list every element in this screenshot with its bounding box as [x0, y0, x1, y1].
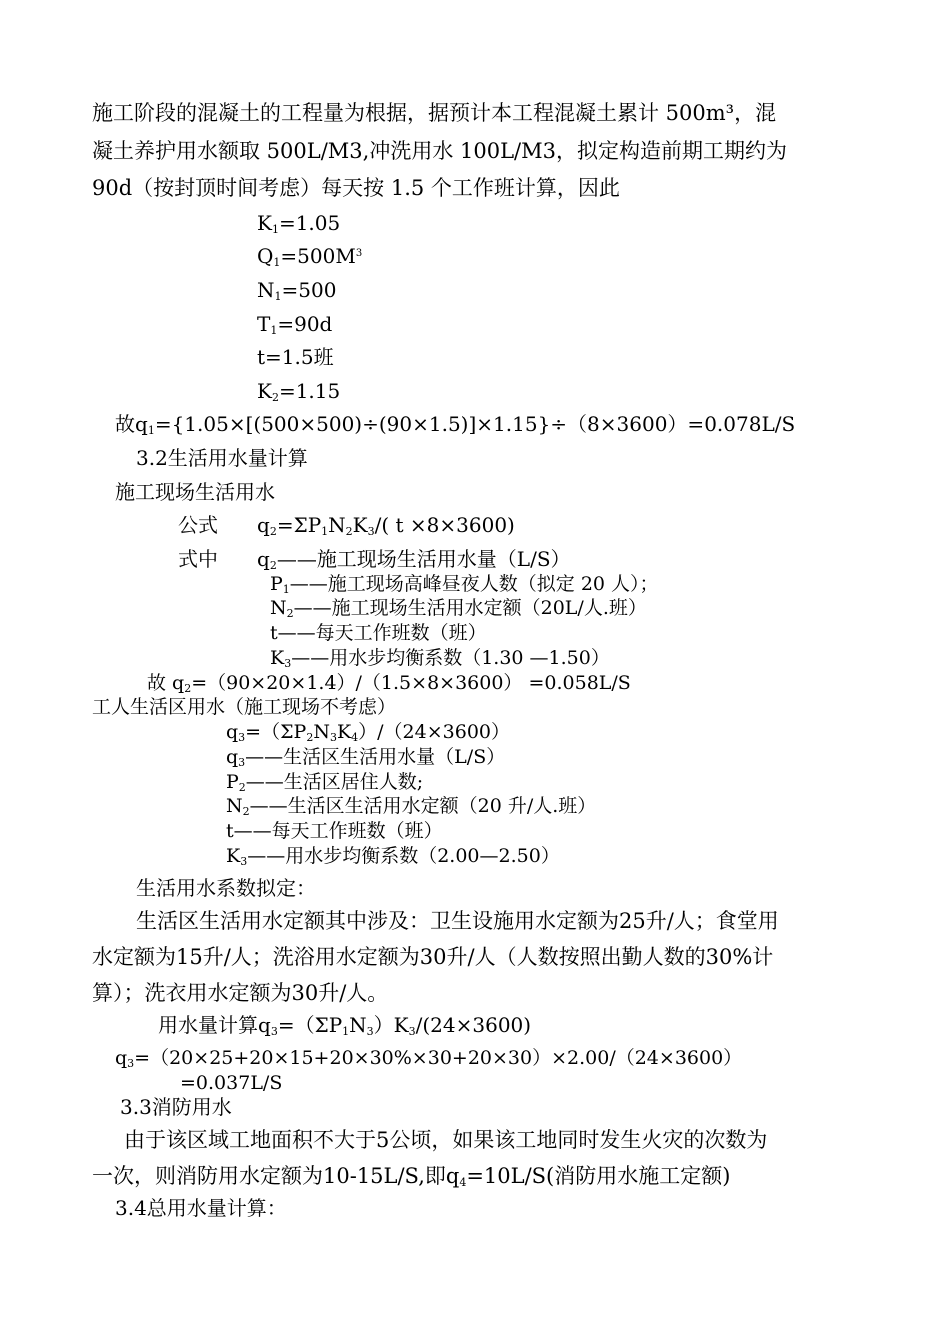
- living-def-p2: $P_2——$生活区居住人数;: [226, 771, 424, 794]
- living-area-title: 工人生活区用水（施工现场不考虑）: [92, 696, 397, 718]
- param-n1: $N_1=500$: [257, 278, 337, 303]
- fire-paragraph-line-1: 由于该区域工地面积不大于5公顷，如果该工地同时发生火灾的次数为: [124, 1128, 768, 1152]
- param-k2: $K_2=1.15$: [257, 379, 341, 404]
- def-t: t——每天工作班数（班）: [270, 622, 487, 644]
- param-k1: $K_1=1.05$: [257, 211, 341, 236]
- coef-paragraph-line-1: 生活区生活用水定额其中涉及：卫生设施用水定额为25升/人；食堂用: [136, 909, 779, 933]
- coef-title: 生活用水系数拟定：: [136, 876, 316, 900]
- living-def-t: t——每天工作班数（班）: [226, 820, 443, 842]
- fire-paragraph-line-2: 一次，则消防用水定额为10-15L/S,即$q_4=10L/S$(消防用水施工定额): [92, 1164, 731, 1189]
- formula-q2: $q_2=\Sigma P_1N_2K_3/$( t ×8×3600): [257, 513, 515, 538]
- living-def-n2: $N_2——$生活区生活用水定额（20 升/人.班）: [226, 795, 597, 818]
- intro-line-1: 施工阶段的混凝土的工程量为根据，据预计本工程混凝土累计 500m³，混: [92, 101, 777, 125]
- q1-result: 故$q_1=\{1.05\times[(500\times 500)\div(90\times 1.5)]\times 1.15\}\div(8\times 3600)=0.078L/S$: [115, 412, 796, 437]
- def-p1: $P_1——$施工现场高峰昼夜人数（拟定 20 人）；: [270, 573, 659, 596]
- section-3-4-heading: 3.4总用水量计算：: [115, 1196, 287, 1220]
- def-k3: $K_3——$用水步均衡系数（1.30 —1.50）: [270, 647, 610, 670]
- coef-paragraph-line-2: 水定额为15升/人；洗浴用水定额为30升/人（人数按照出勤人数的30%计: [92, 945, 774, 969]
- param-t: t=1.5班: [257, 345, 334, 369]
- def-q2: $q_2——$施工现场生活用水量（L/S）: [257, 547, 571, 572]
- def-n2: $N_2——$施工现场生活用水定额（20L/人.班）: [270, 597, 647, 620]
- intro-line-2: 凝土养护用水额取 500L/M3,冲洗用水 100L/M3，拟定构造前期工期约为: [92, 139, 787, 163]
- intro-line-3: 90d（按封顶时间考虑）每天按 1.5 个工作班计算，因此: [92, 176, 620, 200]
- param-t1: $T_1=90d$: [257, 312, 333, 337]
- living-def-k3: $K_3——$用水步均衡系数（2.00—2.50）: [226, 845, 560, 868]
- section-3-3-heading: 3.3消防用水: [120, 1095, 232, 1119]
- where-label: 式中: [178, 547, 218, 571]
- coef-paragraph-line-3: 算）；洗衣用水定额为30升/人。: [92, 981, 389, 1005]
- q3-calc-line: $q_3=(20\times 25+20\times 15+20\times 30\%\times 30+20\times 30)\times 2.00/(24\times 3600)$: [115, 1047, 743, 1070]
- q3-result: =0.037L/S: [180, 1072, 283, 1094]
- section-3-2-heading: 3.2生活用水量计算: [136, 446, 308, 470]
- q3-calc-formula: 用水量计算$q_3=(\Sigma P_1N_3)K_3/(24\times 3600)$: [158, 1013, 532, 1038]
- param-q1: $Q_1=500M^3$: [257, 244, 363, 269]
- formula-label: 公式: [178, 513, 218, 537]
- living-formula: $q_3=(\Sigma P_2N_3K_4)/(24\times 3600)$: [226, 721, 510, 744]
- site-water-title: 施工现场生活用水: [115, 480, 275, 504]
- living-def-q3: $q_3——$生活区生活用水量（L/S）: [226, 746, 506, 769]
- q2-result: 故 $q_2=(90\times 20\times 1.4)/(1.5\times 8\times 3600) =0.058L/S$: [147, 672, 631, 695]
